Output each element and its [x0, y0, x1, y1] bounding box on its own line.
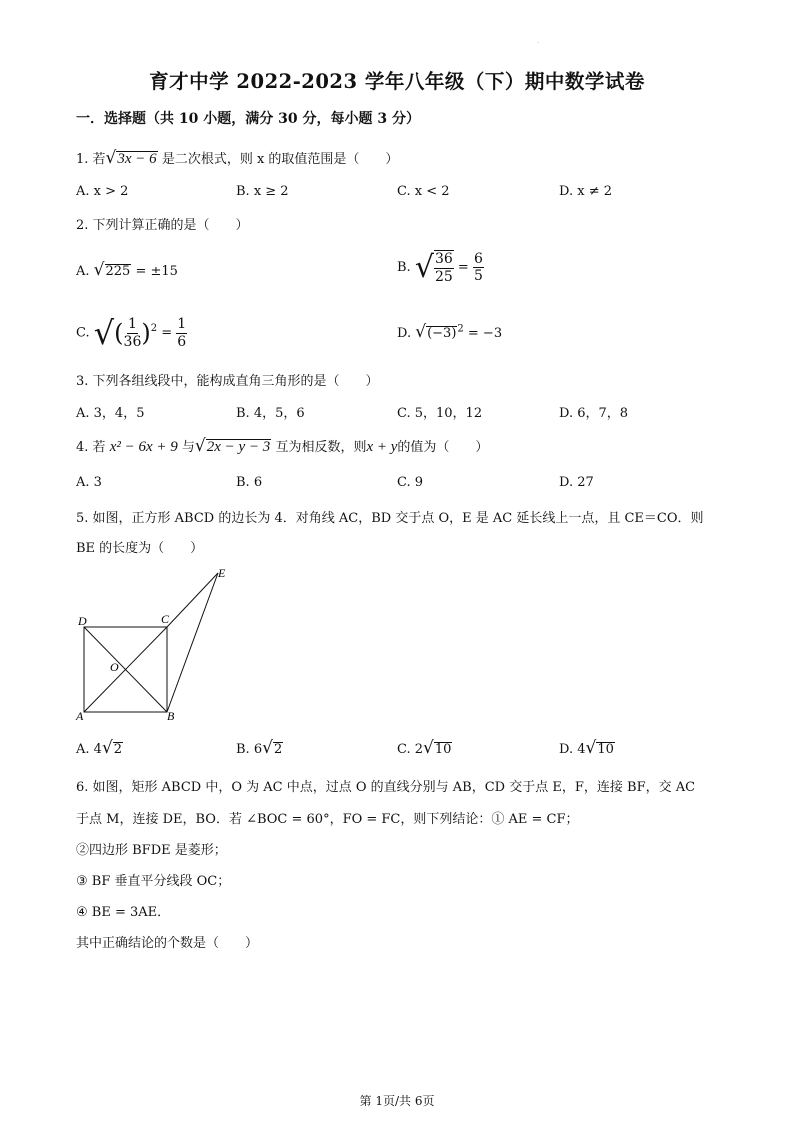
q1-option-c: C. x < 2: [397, 184, 450, 199]
q5-line1: 5. 如图，正方形 ABCD 的边长为 4．对角线 AC，BD 交于点 O，E 是 AC 延长线上一点，且 CE＝CO．则: [76, 511, 704, 526]
question-1: 1. 若√3x − 6 是二次根式，则 x 的取值范围是（ ）: [76, 148, 399, 168]
q6-line2: 于点 M，连接 DE，BO．若 ∠BOC = 60°，FO = FC，则下列结论：① AE = CF；: [76, 812, 579, 827]
q3-stem: 3. 下列各组线段中，能构成直角三角形的是（ ）: [76, 374, 379, 389]
q1-option-b: B. x ≥ 2: [236, 184, 289, 199]
q4-option-c: C. 9: [397, 475, 424, 490]
q4-option-a: A. 3: [76, 475, 102, 490]
question-4: 4. 若 x² − 6x + 9 与√2x − y − 3 互为相反数，则x + y的值为（ ）: [76, 436, 489, 456]
label-a: A: [76, 709, 84, 723]
q6-line6: 其中正确结论的个数是（ ）: [76, 936, 259, 951]
q1-rest: 是二次根式，则 x 的取值范围是（ ）: [161, 152, 399, 167]
q4-expr1: x² − 6x + 9: [109, 439, 178, 455]
q4-option-d: D. 27: [559, 475, 594, 490]
q3-option-d: D. 6，7，8: [559, 406, 629, 421]
q1-option-d: D. x ≠ 2: [559, 184, 612, 199]
q3-option-a: A. 3，4，5: [76, 406, 145, 421]
q3-option-c: C. 5，10，12: [397, 406, 483, 421]
q4-xy: x + y: [366, 439, 398, 455]
label-b: B: [167, 709, 175, 723]
q5-option-a: A. 4√2: [76, 738, 123, 758]
segment-be: [167, 573, 218, 712]
q5-figure-square: [70, 562, 240, 728]
q1-number: 1. 若: [76, 152, 106, 167]
q6-line3: ②四边形 BFDE 是菱形；: [76, 843, 227, 858]
q6-line4: ③ BF 垂直平分线段 OC；: [76, 874, 231, 889]
q5-line2: BE 的长度为（ ）: [76, 541, 204, 556]
page-footer: 第 1页/共 6页: [359, 1094, 435, 1108]
q1-radicand: 3x − 6: [117, 151, 157, 167]
q5-option-c: C. 2√10: [397, 738, 452, 758]
q6-line1: 6. 如图，矩形 ABCD 中，O 为 AC 中点，过点 O 的直线分别与 AB，CD 交于点 E，F，连接 BF，交 AC: [76, 780, 696, 795]
label-c: C: [161, 612, 170, 626]
corner-mark: ·: [537, 40, 539, 47]
q5-option-d: D. 4√10: [559, 738, 614, 758]
exam-title: 育才中学 2022-2023 学年八年级（下）期中数学试卷: [149, 70, 645, 93]
label-o: O: [110, 660, 119, 674]
q5-option-b: B. 6√2: [236, 738, 283, 758]
q4-option-b: B. 6: [236, 475, 263, 490]
q2-option-c: C. √( $\frac{1}{36}$ )$^2$ = $\frac{1}{6}$: [76, 314, 187, 352]
q6-line5: ④ BE = 3AE．: [76, 905, 171, 920]
label-e: E: [218, 566, 226, 580]
q1-option-a: A. x > 2: [76, 184, 129, 199]
q2-option-b: B. √ $\frac{36}{25}$ = $\frac{6}{5}$: [397, 250, 483, 285]
q2-option-d: D. $√(-3)^2 = -3$: [397, 322, 503, 342]
q2-stem: 2. 下列计算正确的是（ ）: [76, 218, 249, 233]
section-heading: 一．选择题（共 10 小题，满分 30 分，每小题 3 分）: [76, 111, 420, 127]
label-d: D: [78, 614, 87, 628]
q3-option-b: B. 4，5，6: [236, 406, 305, 421]
q4-radicand: 2x − y − 3: [206, 439, 271, 455]
q2-option-a: A. √225 = ±15: [76, 260, 178, 280]
segment-ce: [167, 573, 218, 627]
